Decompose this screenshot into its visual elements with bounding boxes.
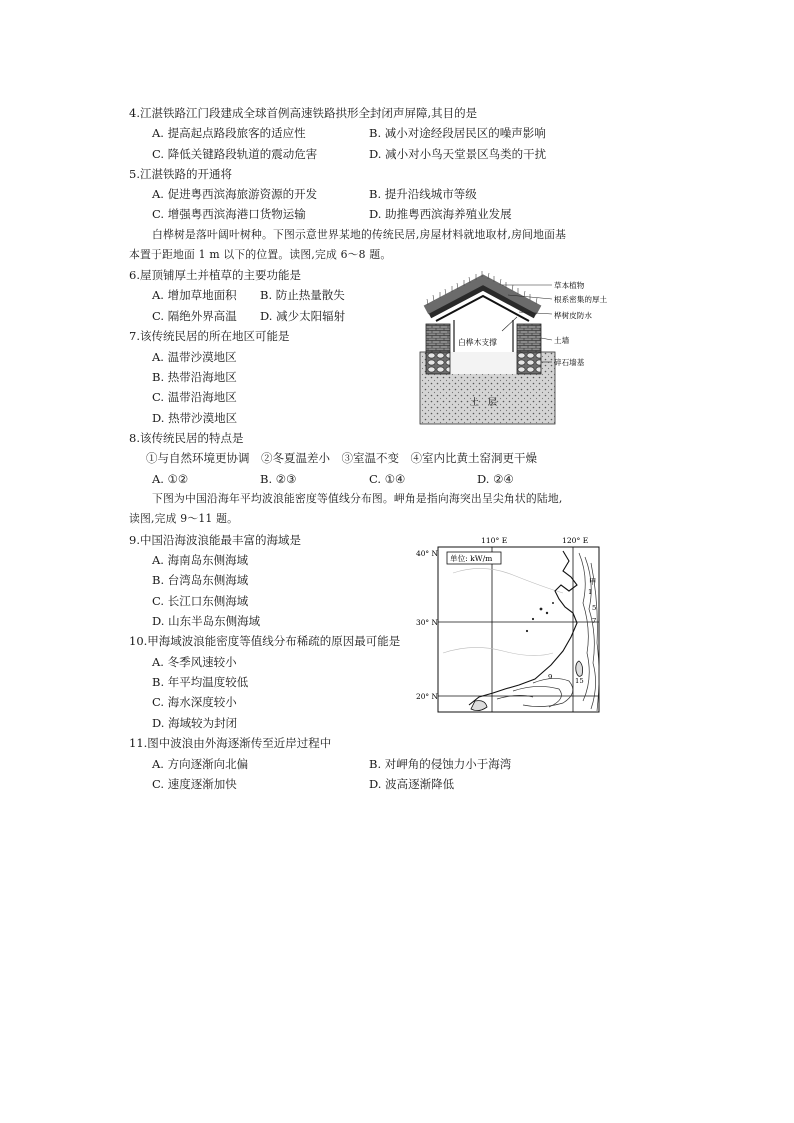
intro-6-8-line1: 白桦树是落叶阔叶树种。下图示意世界某地的传统民居,房屋材料就地取材,房间地面基 <box>152 228 567 241</box>
q8-stem: 8.该传统民居的特点是 <box>129 431 244 445</box>
unit-label: 单位: kW/m <box>450 554 493 563</box>
q7-option-b: B. 热带沿海地区 <box>152 370 237 384</box>
isoline-label-1: 1 <box>588 588 593 596</box>
q11-option-b: B. 对岬角的侵蚀力小于海湾 <box>369 757 512 771</box>
q8-option-c: C. ①④ <box>369 472 406 486</box>
isoline-label-15: 15 <box>575 677 584 685</box>
right-stone-foundation <box>517 352 541 374</box>
q11-stem: 11.图中波浪由外海逐渐传至近岸过程中 <box>129 736 332 750</box>
label-jia-sea-area: 甲 <box>589 577 597 586</box>
q4-option-d: D. 减小对小鸟天堂景区鸟类的干扰 <box>369 147 547 161</box>
intro-6-8-line2: 本置于距地面 1 m 以下的位置。读图,完成 6～8 题。 <box>129 248 392 261</box>
left-stone-foundation <box>426 352 450 374</box>
q11-option-c: C. 速度逐渐加快 <box>152 777 237 791</box>
label-thick-soil: 根系密集的厚土 <box>554 295 608 304</box>
latitude-40-label: 40° N <box>416 549 438 558</box>
q8-option-d: D. ②④ <box>477 472 514 486</box>
label-soil-layer: 土 层 <box>470 398 498 408</box>
q7-stem: 7.该传统民居的所在地区可能是 <box>129 329 290 343</box>
q7-option-d: D. 热带沙漠地区 <box>152 411 238 425</box>
label-birch-bark: 桦树皮防水 <box>554 311 592 320</box>
q10-option-c: C. 海水深度较小 <box>152 695 237 709</box>
q11-option-a: A. 方向逐渐向北偏 <box>152 757 249 771</box>
latitude-30-label: 30° N <box>416 618 438 627</box>
label-earth-wall: 土墙 <box>554 336 570 345</box>
q6-option-a: A. 增加草地面积 <box>152 288 237 302</box>
q9-stem: 9.中国沿海波浪能最丰富的海域是 <box>129 533 301 547</box>
right-earth-wall <box>517 324 541 352</box>
wave-energy-density-map <box>413 533 605 715</box>
q7-option-a: A. 温带沙漠地区 <box>152 350 237 364</box>
q5-option-d: D. 助推粤西滨海养殖业发展 <box>369 207 512 221</box>
left-earth-wall <box>426 324 450 352</box>
label-birch-support: 白桦木支撑 <box>458 338 497 347</box>
q10-option-b: B. 年平均温度较低 <box>152 675 249 689</box>
q4-option-c: C. 降低关键路段轨道的震动危害 <box>152 147 318 161</box>
q5-option-a: A. 促进粤西滨海旅游资源的开发 <box>152 187 318 201</box>
q4-option-a: A. 提高起点路段旅客的适应性 <box>152 126 306 140</box>
q11-option-d: D. 波高逐渐降低 <box>369 777 455 791</box>
intro-9-11-line1: 下图为中国沿海年平均波浪能密度等值线分布图。岬角是指向海突出呈尖角状的陆地, <box>152 492 563 505</box>
q6-option-b: B. 防止热量散失 <box>260 288 345 302</box>
map-frame <box>438 547 599 712</box>
q7-option-c: C. 温带沿海地区 <box>152 390 237 404</box>
q6-option-c: C. 隔绝外界高温 <box>152 309 237 323</box>
q5-option-c: C. 增强粤西滨海港口货物运输 <box>152 207 306 221</box>
isoline-label-9: 9 <box>548 673 553 681</box>
label-grass: 草本植物 <box>554 281 585 290</box>
q8-option-b: B. ②③ <box>260 472 297 486</box>
q6-option-d: D. 减少太阳辐射 <box>260 309 346 323</box>
intro-9-11-line2: 读图,完成 9～11 题。 <box>129 512 239 525</box>
house-cross-section-figure <box>418 268 618 426</box>
q8-option-a: A. ①② <box>152 472 189 486</box>
longitude-120-label: 120° E <box>562 536 589 545</box>
latitude-20-label: 20° N <box>416 692 438 701</box>
q9-option-d: D. 山东半岛东侧海域 <box>152 614 261 628</box>
q9-option-a: A. 海南岛东侧海域 <box>152 553 249 567</box>
q10-option-d: D. 海域较为封闭 <box>152 716 238 730</box>
isoline-label-5: 5 <box>592 604 597 612</box>
q5-option-b: B. 提升沿线城市等级 <box>369 187 477 201</box>
q4-stem: 4.江湛铁路江门段建成全球首例高速铁路拱形全封闭声屏障,其目的是 <box>129 106 478 120</box>
q10-stem: 10.甲海域波浪能密度等值线分布稀疏的原因最可能是 <box>129 634 401 648</box>
q6-stem: 6.屋顶铺厚土并植草的主要功能是 <box>129 268 301 282</box>
q5-stem: 5.江湛铁路的开通将 <box>129 167 232 181</box>
q4-option-b: B. 减小对途经段居民区的噪声影响 <box>369 126 546 140</box>
q8-statements: ①与自然环境更协调 ②冬夏温差小 ③室温不变 ④室内比黄土窑洞更干燥 <box>146 451 537 465</box>
label-stone-foundation: 碎石墙基 <box>554 358 585 367</box>
isoline-label-7: 7 <box>592 617 597 625</box>
q10-option-a: A. 冬季风速较小 <box>152 655 237 669</box>
longitude-110-label: 110° E <box>481 536 508 545</box>
q9-option-b: B. 台湾岛东侧海域 <box>152 573 249 587</box>
q9-option-c: C. 长江口东侧海域 <box>152 594 249 608</box>
